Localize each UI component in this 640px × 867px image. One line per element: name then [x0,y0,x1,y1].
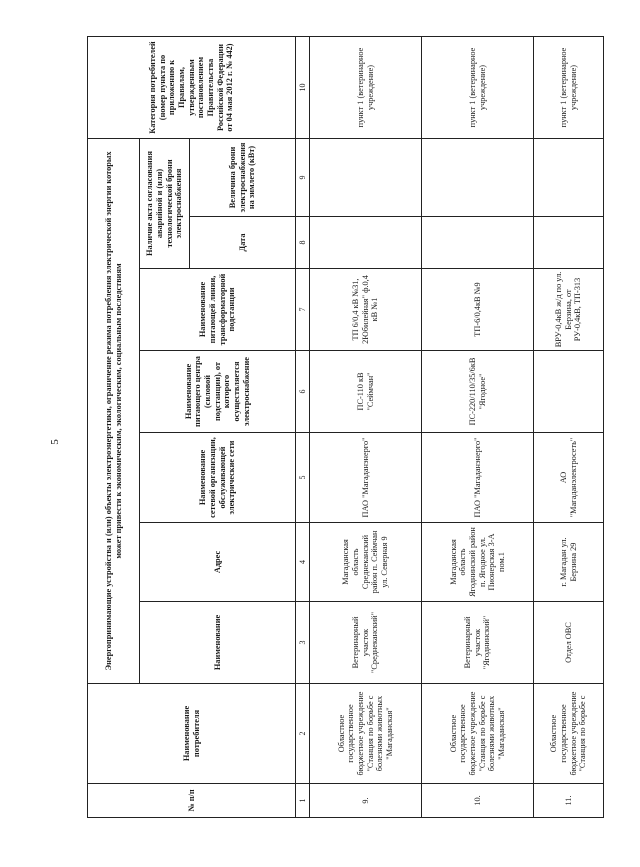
row-reserve [422,139,534,217]
row-no: 11. [534,784,604,818]
row-no: 10. [422,784,534,818]
col-index: 10 [296,37,310,139]
row-category: пункт 1 (ветеринарное учреждение) [534,37,604,139]
table-row [534,37,604,818]
header-grid-org: Наименование сетевой организации, обслуживающей электрические сети [140,433,296,523]
power-consumers-table [87,36,604,818]
col-index: 7 [296,269,310,351]
col-index: 1 [296,784,310,818]
col-index: 2 [296,684,310,784]
row-address: Магаданская область Среднеканский район п. Сеймчан ул. Северная 9 [310,523,422,602]
header-consumer-name: Наименование потребителя [88,684,296,784]
header-supply-line: Наименование питающей линии, трансформаторной подстанции [140,269,296,351]
row-supply-center: ПС-220/110/35/6кВ "Ягодное" [422,351,534,433]
row-address: Магаданская область Ягоднинский район п. Ягодное ул. Пионерская 3-А пом.1 [422,523,534,602]
row-date [310,217,422,269]
col-index: 3 [296,602,310,684]
row-name: Ветеринарный участок "Ягоднинский" [422,602,534,684]
rotated-table-wrapper [87,37,603,818]
row-supply-line: ВРУ-0,4кВ ж/д по ул. Берзина, от РУ-0,4кВ, ТП-313 [534,269,604,351]
col-index: 9 [296,139,310,217]
row-consumer: Областное государственное бюджетное учреждение "Станция по борьбе с болезнями животных "Магаданская" [310,684,422,784]
row-no: 9. [310,784,422,818]
row-category: пункт 1 (ветеринарное учреждение) [310,37,422,139]
header-category: Категория потребителей (номер пункта по приложению к Правилам, утвержденным постановлением Правительства Российской Федерации от 04 мая 2012 г. № 442) [88,37,296,139]
header-date: Дата [190,217,296,269]
header-name: Наименование [140,602,296,684]
row-consumer: Областное государственное бюджетное учреждение "Станция по борьбе с болезнями животных "Магаданская" [422,684,534,784]
row-address: г. Магадан ул. Берзина 29 [534,523,604,602]
table-row [422,37,534,818]
row-supply-line: ТП 6/0,4 кВ №31, 2Юбилейная" ф.0,4 кВ №1 [310,269,422,351]
col-index: 5 [296,433,310,523]
col-index: 6 [296,351,310,433]
col-index: 8 [296,217,310,269]
row-supply-center: ПС-110 кВ "Сеймчан" [310,351,422,433]
header-address: Адрес [140,523,296,602]
header-no: № п/п [88,784,296,818]
row-name: Ветеринарный участок "Среднеканский" [310,602,422,684]
row-date [422,217,534,269]
header-group-title: Энергопринимающие устройства и (или) объекты электроэнергетики, ограничение режима потребления электрической энергии которых может привести к экономическим, экологическим, социальным последствиям [88,139,140,684]
row-name: Отдел ОВС [534,602,604,684]
header-reserve: Величина брони электроснабжения на зимлето (кВт) [190,139,296,217]
col-index: 4 [296,523,310,602]
row-consumer: Областное государственное бюджетное учреждение "Станция по борьбе с [534,684,604,784]
header-act-group: Наличие акта согласования аварийной и (или) технологической брони электроснабжения [140,139,190,269]
page-number: 5 [48,439,61,445]
row-grid-org: АО "Магаданэлектросеть" [534,433,604,523]
row-date [534,217,604,269]
row-category: пункт 1 (ветеринарное учреждение) [422,37,534,139]
row-grid-org: ПАО "Магаданэнерго" [310,433,422,523]
row-reserve [310,139,422,217]
row-reserve [534,139,604,217]
row-supply-center [534,351,604,433]
header-supply-center: Наименование питающего центра (силовой подстанции), от которого осуществляется электроснабжение [140,351,296,433]
table-row [310,37,422,818]
row-grid-org: ПАО "Магаданэнерго" [422,433,534,523]
row-supply-line: ТП-6/0,4кВ №9 [422,269,534,351]
